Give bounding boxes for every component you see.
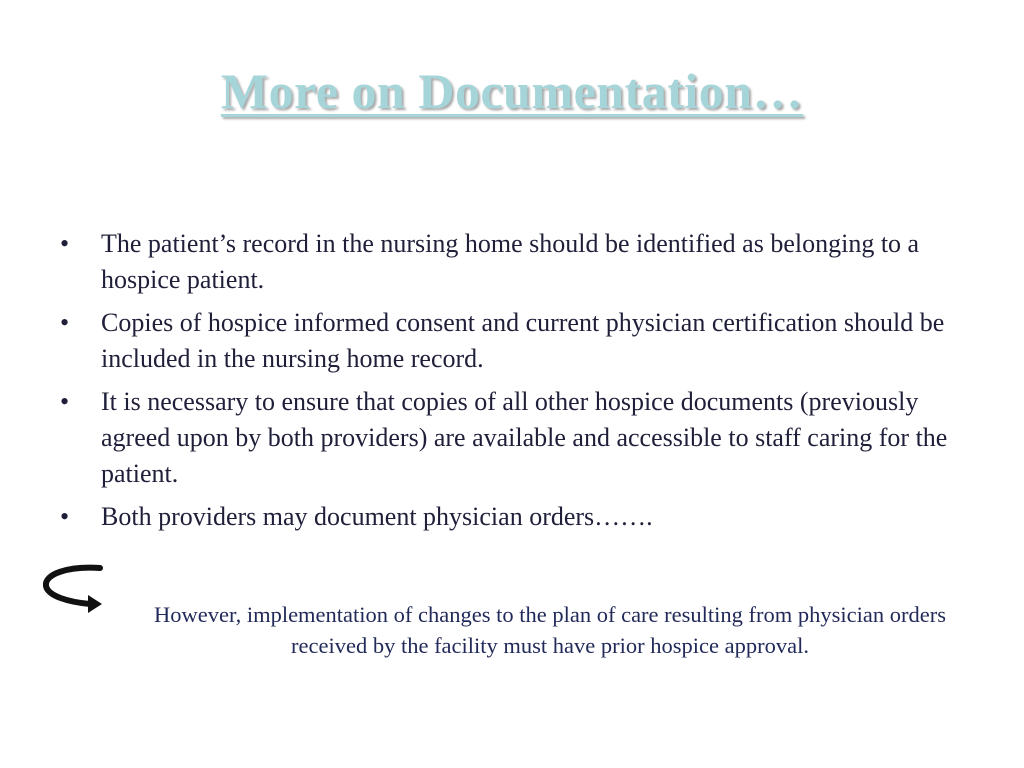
bullet-item bbox=[58, 384, 973, 492]
bullet-icon: • bbox=[60, 387, 70, 416]
bullet-icon: • bbox=[60, 308, 70, 337]
bullet-text: The patient’s record in the nursing home should be identified as belonging to a hospice patient. bbox=[101, 229, 920, 294]
hospice-approval-note: However, implementation of changes to the plan of care resulting from physician orders received by the facility must have prior hospice approval. bbox=[154, 602, 946, 658]
bullet-list bbox=[58, 226, 973, 542]
bullet-text: Copies of hospice informed consent and current physician certification should be included in the nursing home record. bbox=[101, 308, 945, 373]
bullet-text: It is necessary to ensure that copies of all other hospice documents (previously agreed upon by both providers) are available and accessible to staff caring for the patient. bbox=[101, 387, 948, 488]
bullet-item bbox=[58, 499, 973, 535]
bullet-text: Both providers may document physician orders……. bbox=[101, 502, 653, 531]
curved-return-arrow-icon bbox=[38, 562, 108, 616]
bullet-icon: • bbox=[60, 229, 70, 258]
bullet-item bbox=[58, 226, 973, 298]
bullet-icon: • bbox=[60, 502, 70, 531]
slide-title: More on Documentation… bbox=[220, 63, 804, 119]
bullet-item bbox=[58, 305, 973, 377]
title-container bbox=[0, 62, 1024, 120]
